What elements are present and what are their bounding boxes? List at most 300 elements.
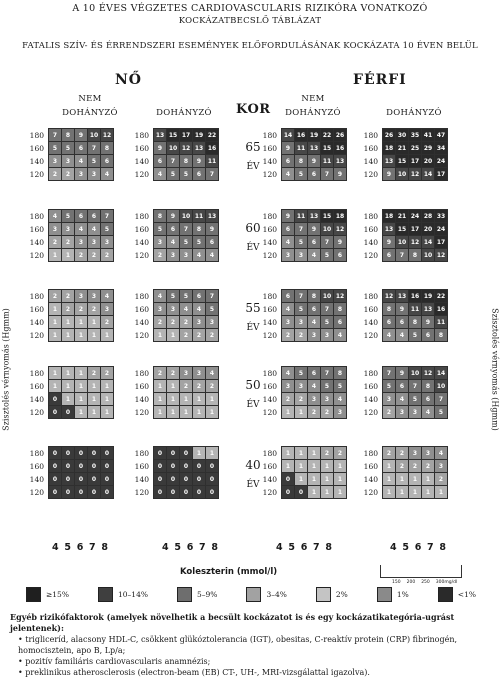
sbp-tick: 160 xyxy=(134,382,149,391)
risk-cell: 0 xyxy=(88,473,100,485)
risk-cell: 4 xyxy=(308,380,320,392)
notes-title: Egyéb rizikófaktorok (amelyek növelhetik a becsült kockázatot is és egy kockázatikategória-ugrást jelentenek): xyxy=(10,612,455,633)
risk-cell: 0 xyxy=(101,473,113,485)
risk-cell: 2 xyxy=(321,406,333,418)
risk-cell: 1 xyxy=(49,303,61,315)
risk-cell: 0 xyxy=(101,447,113,459)
risk-cell: 13 xyxy=(193,142,205,154)
sbp-tick: 160 xyxy=(262,225,277,234)
risk-cell: 5 xyxy=(409,393,421,405)
risk-cell: 0 xyxy=(206,486,218,498)
risk-cell: 10 xyxy=(321,223,333,235)
risk-cell: 13 xyxy=(334,155,346,167)
chart-subtitle: FATALIS SZÍV- ÉS ÉRRENDSZERI ESEMÉNYEK ELŐFORDULÁSÁNAK KOCKÁZATA 10 ÉVEN BELÜL xyxy=(22,41,478,51)
risk-cell: 14 xyxy=(422,236,434,248)
risk-cell: 15 xyxy=(396,223,408,235)
risk-cell: 5 xyxy=(167,290,179,302)
risk-cell: 2 xyxy=(321,447,333,459)
risk-cell: 1 xyxy=(383,486,395,498)
risk-cell: 2 xyxy=(101,316,113,328)
risk-cell: 3 xyxy=(435,460,447,472)
chol-tick: 8 xyxy=(325,542,332,553)
chart-title: A 10 ÉVES VÉGZETES CARDIOVASCULARIS RIZIKÓRA VONATKOZÓ xyxy=(72,3,428,14)
sbp-tick: 120 xyxy=(29,408,44,417)
risk-cell: 1 xyxy=(383,460,395,472)
male-nonsmoker-table-40 xyxy=(281,446,347,499)
sbp-tick: 120 xyxy=(363,251,378,260)
female-nonsmoker-label: NEM DOHÁNYZÓ xyxy=(62,94,118,118)
chol-tick: 7 xyxy=(199,542,206,553)
sbp-axis-label-left: Szisztolés vérnyomás (Hgmm) xyxy=(1,308,11,431)
sbp-tick-labels xyxy=(255,129,277,181)
risk-cell: 0 xyxy=(167,447,179,459)
risk-cell: 7 xyxy=(435,393,447,405)
risk-cell: 10 xyxy=(409,367,421,379)
risk-cell: 0 xyxy=(88,486,100,498)
risk-cell: 6 xyxy=(422,329,434,341)
risk-cell: 3 xyxy=(334,406,346,418)
risk-cell: 8 xyxy=(180,155,192,167)
risk-cell: 1 xyxy=(295,406,307,418)
risk-cell: 8 xyxy=(193,223,205,235)
sbp-tick-labels xyxy=(127,367,149,419)
risk-cell: 1 xyxy=(180,406,192,418)
risk-cell: 2 xyxy=(193,380,205,392)
risk-cell: 0 xyxy=(167,460,179,472)
sbp-tick-labels xyxy=(356,129,378,181)
sbp-tick: 180 xyxy=(262,131,277,140)
risk-cell: 7 xyxy=(321,236,333,248)
age-unit-label: ÉV xyxy=(246,400,260,410)
male-label: FÉRFI xyxy=(353,72,407,88)
risk-cell: 4 xyxy=(282,303,294,315)
risk-cell: 5 xyxy=(180,236,192,248)
risk-cell: 12 xyxy=(435,249,447,261)
risk-cell: 11 xyxy=(206,155,218,167)
risk-cell: 1 xyxy=(101,329,113,341)
age-unit-label: ÉV xyxy=(246,480,260,490)
legend-item xyxy=(246,587,286,602)
chol-tick: 5 xyxy=(174,542,181,553)
sbp-tick: 140 xyxy=(363,157,378,166)
risk-cell: 5 xyxy=(180,168,192,180)
risk-cell: 22 xyxy=(321,129,333,141)
risk-cell: 1 xyxy=(282,406,294,418)
sbp-tick: 180 xyxy=(134,449,149,458)
chol-tick: 6 xyxy=(76,542,84,553)
risk-cell: 16 xyxy=(206,142,218,154)
risk-cell: 1 xyxy=(193,406,205,418)
legend-item xyxy=(438,587,476,602)
female-smoker-table-55 xyxy=(153,289,219,342)
risk-cell: 2 xyxy=(435,473,447,485)
legend-label: 3–4% xyxy=(266,589,287,599)
risk-cell: 8 xyxy=(62,129,74,141)
legend-item xyxy=(177,587,217,602)
risk-cell: 3 xyxy=(167,303,179,315)
risk-cell: 1 xyxy=(422,486,434,498)
risk-cell: 10 xyxy=(396,236,408,248)
sbp-tick: 140 xyxy=(262,318,277,327)
risk-cell: 3 xyxy=(88,236,100,248)
notes-section xyxy=(10,612,490,678)
risk-cell: 16 xyxy=(409,290,421,302)
age-unit-label: ÉV xyxy=(246,162,260,172)
sbp-tick: 140 xyxy=(262,157,277,166)
risk-cell: 3 xyxy=(295,249,307,261)
risk-cell: 1 xyxy=(282,460,294,472)
sbp-tick: 160 xyxy=(363,305,378,314)
risk-cell: 4 xyxy=(75,155,87,167)
risk-cell: 9 xyxy=(383,236,395,248)
legend-swatch xyxy=(377,587,392,602)
risk-cell: 1 xyxy=(167,406,179,418)
sbp-tick-labels xyxy=(127,129,149,181)
risk-cell: 4 xyxy=(308,249,320,261)
risk-cell: 9 xyxy=(308,223,320,235)
risk-cell: 1 xyxy=(409,473,421,485)
risk-cell: 1 xyxy=(206,393,218,405)
female-nonsmoker-table-50 xyxy=(48,366,114,419)
chol-tick: 7 xyxy=(89,542,96,553)
risk-cell: 16 xyxy=(334,142,346,154)
chol-tick: 6 xyxy=(414,542,422,553)
risk-cell: 1 xyxy=(308,473,320,485)
risk-cell: 7 xyxy=(295,223,307,235)
sbp-tick: 160 xyxy=(134,305,149,314)
risk-cell: 0 xyxy=(62,406,74,418)
risk-cell: 6 xyxy=(334,249,346,261)
sbp-tick-labels xyxy=(127,290,149,342)
risk-cell: 9 xyxy=(396,303,408,315)
risk-cell: 3 xyxy=(62,155,74,167)
age-label: 55 xyxy=(245,301,261,315)
risk-cell: 19 xyxy=(193,129,205,141)
risk-cell: 1 xyxy=(383,473,395,485)
risk-cell: 12 xyxy=(180,142,192,154)
risk-cell: 0 xyxy=(49,393,61,405)
risk-cell: 2 xyxy=(396,447,408,459)
risk-cell: 9 xyxy=(334,236,346,248)
risk-cell: 9 xyxy=(154,142,166,154)
risk-cell: 0 xyxy=(154,460,166,472)
female-smoker-table-40 xyxy=(153,446,219,499)
risk-cell: 1 xyxy=(75,406,87,418)
risk-cell: 6 xyxy=(308,303,320,315)
risk-cell: 28 xyxy=(422,210,434,222)
risk-cell: 0 xyxy=(282,486,294,498)
chol-tick: 4 xyxy=(390,542,397,553)
risk-cell: 2 xyxy=(295,393,307,405)
sbp-tick: 180 xyxy=(262,212,277,221)
sbp-tick: 180 xyxy=(29,449,44,458)
risk-cell: 1 xyxy=(396,473,408,485)
risk-cell: 5 xyxy=(295,367,307,379)
risk-cell: 7 xyxy=(206,290,218,302)
sbp-tick: 120 xyxy=(262,408,277,417)
risk-cell: 17 xyxy=(435,168,447,180)
risk-cell: 1 xyxy=(308,486,320,498)
sbp-tick-labels xyxy=(127,210,149,262)
sbp-tick: 160 xyxy=(262,144,277,153)
chol-ticks-4 xyxy=(386,542,450,553)
sbp-tick-labels xyxy=(356,290,378,342)
risk-cell: 3 xyxy=(180,249,192,261)
risk-cell: 6 xyxy=(75,210,87,222)
legend-swatch xyxy=(246,587,261,602)
age-label: 65 xyxy=(245,140,261,154)
sbp-tick: 140 xyxy=(29,157,44,166)
sbp-tick: 180 xyxy=(29,292,44,301)
risk-cell: 1 xyxy=(62,316,74,328)
sbp-tick: 120 xyxy=(262,170,277,179)
risk-cell: 1 xyxy=(62,329,74,341)
risk-cell: 1 xyxy=(167,329,179,341)
risk-cell: 13 xyxy=(396,290,408,302)
sbp-tick-labels xyxy=(255,367,277,419)
male-smoker-table-65 xyxy=(382,128,448,181)
sbp-tick: 140 xyxy=(29,238,44,247)
male-nonsmoker-table-55 xyxy=(281,289,347,342)
risk-cell: 1 xyxy=(88,406,100,418)
risk-cell: 3 xyxy=(75,290,87,302)
risk-cell: 24 xyxy=(435,155,447,167)
risk-cell: 1 xyxy=(49,329,61,341)
risk-cell: 0 xyxy=(75,460,87,472)
risk-cell: 0 xyxy=(101,486,113,498)
risk-cell: 1 xyxy=(321,486,333,498)
risk-cell: 3 xyxy=(62,223,74,235)
risk-cell: 4 xyxy=(180,303,192,315)
age-label: 60 xyxy=(245,221,261,235)
risk-cell: 4 xyxy=(334,393,346,405)
risk-cell: 1 xyxy=(193,447,205,459)
sbp-tick: 160 xyxy=(29,144,44,153)
sbp-tick: 120 xyxy=(29,251,44,260)
risk-cell: 9 xyxy=(75,129,87,141)
risk-cell: 2 xyxy=(49,168,61,180)
risk-cell: 9 xyxy=(308,155,320,167)
risk-cell: 1 xyxy=(75,380,87,392)
notes-item-2: • pozitív familiáris cardiovascularis anamnézis; xyxy=(18,657,211,666)
risk-cell: 2 xyxy=(62,290,74,302)
risk-cell: 0 xyxy=(193,460,205,472)
sbp-tick-labels xyxy=(356,447,378,499)
risk-cell: 5 xyxy=(321,380,333,392)
risk-cell: 4 xyxy=(396,393,408,405)
sbp-tick: 180 xyxy=(29,131,44,140)
notes-item-3: • preklinikus atherosclerosis (electron-beam (EB) CT-, UH-, MRI-vizsgálattal igazolva). xyxy=(18,668,370,677)
risk-cell: 7 xyxy=(101,210,113,222)
risk-cell: 1 xyxy=(49,249,61,261)
risk-cell: 8 xyxy=(409,249,421,261)
risk-cell: 8 xyxy=(334,303,346,315)
sbp-tick: 160 xyxy=(134,225,149,234)
sbp-tick-labels xyxy=(255,290,277,342)
risk-cell: 2 xyxy=(75,303,87,315)
sbp-tick: 140 xyxy=(262,395,277,404)
risk-cell: 0 xyxy=(49,447,61,459)
risk-cell: 17 xyxy=(180,129,192,141)
risk-cell: 4 xyxy=(282,236,294,248)
risk-cell: 4 xyxy=(88,223,100,235)
legend-item xyxy=(26,587,69,602)
risk-cell: 1 xyxy=(75,329,87,341)
male-nonsmoker-table-60 xyxy=(281,209,347,262)
sbp-tick: 180 xyxy=(134,369,149,378)
risk-cell: 0 xyxy=(154,447,166,459)
risk-cell: 18 xyxy=(383,210,395,222)
risk-cell: 12 xyxy=(383,290,395,302)
risk-cell: 8 xyxy=(422,380,434,392)
risk-cell: 2 xyxy=(334,447,346,459)
risk-cell: 5 xyxy=(193,236,205,248)
risk-cell: 2 xyxy=(295,329,307,341)
risk-cell: 6 xyxy=(396,316,408,328)
sbp-tick: 140 xyxy=(262,475,277,484)
risk-cell: 25 xyxy=(409,142,421,154)
risk-cell: 1 xyxy=(88,329,100,341)
sbp-tick: 160 xyxy=(262,382,277,391)
risk-cell: 2 xyxy=(154,367,166,379)
sbp-tick-labels xyxy=(127,447,149,499)
risk-cell: 41 xyxy=(422,129,434,141)
risk-cell: 10 xyxy=(422,249,434,261)
risk-cell: 3 xyxy=(409,447,421,459)
risk-cell: 1 xyxy=(193,393,205,405)
risk-cell: 4 xyxy=(206,249,218,261)
risk-cell: 34 xyxy=(435,142,447,154)
risk-cell: 3 xyxy=(321,393,333,405)
female-smoker-label: DOHÁNYZÓ xyxy=(156,108,212,118)
risk-cell: 12 xyxy=(334,290,346,302)
legend xyxy=(26,585,476,603)
risk-cell: 11 xyxy=(321,155,333,167)
sbp-tick: 140 xyxy=(363,238,378,247)
risk-cell: 3 xyxy=(154,236,166,248)
risk-cell: 1 xyxy=(101,380,113,392)
sbp-tick: 140 xyxy=(29,395,44,404)
chol-tick: 6 xyxy=(186,542,194,553)
risk-cell: 3 xyxy=(409,406,421,418)
risk-cell: 7 xyxy=(180,223,192,235)
risk-cell: 24 xyxy=(409,210,421,222)
risk-cell: 5 xyxy=(383,380,395,392)
legend-item xyxy=(316,587,348,602)
risk-cell: 9 xyxy=(206,223,218,235)
sbp-tick: 180 xyxy=(262,292,277,301)
risk-cell: 4 xyxy=(308,316,320,328)
age-header: KOR xyxy=(236,102,271,117)
risk-cell: 0 xyxy=(193,486,205,498)
sbp-tick: 120 xyxy=(29,170,44,179)
risk-cell: 12 xyxy=(409,236,421,248)
risk-cell: 1 xyxy=(75,367,87,379)
risk-cell: 20 xyxy=(422,155,434,167)
risk-cell: 6 xyxy=(167,223,179,235)
chol-ticks-3 xyxy=(272,542,336,553)
risk-cell: 6 xyxy=(206,236,218,248)
risk-cell: 11 xyxy=(409,303,421,315)
risk-cell: 2 xyxy=(396,460,408,472)
risk-cell: 9 xyxy=(167,210,179,222)
risk-cell: 0 xyxy=(295,486,307,498)
female-nonsmoker-table-40 xyxy=(48,446,114,499)
risk-cell: 0 xyxy=(88,447,100,459)
risk-cell: 3 xyxy=(88,290,100,302)
chol-tick: 5 xyxy=(64,542,71,553)
risk-cell: 0 xyxy=(180,473,192,485)
risk-cell: 1 xyxy=(295,473,307,485)
risk-cell: 3 xyxy=(206,316,218,328)
sbp-tick: 120 xyxy=(134,170,149,179)
chol-tick: 4 xyxy=(276,542,283,553)
risk-cell: 15 xyxy=(321,142,333,154)
risk-cell: 1 xyxy=(49,380,61,392)
sbp-tick: 160 xyxy=(363,382,378,391)
sbp-tick: 160 xyxy=(134,144,149,153)
risk-cell: 2 xyxy=(49,236,61,248)
sbp-tick: 140 xyxy=(262,238,277,247)
risk-cell: 2 xyxy=(180,380,192,392)
risk-cell: 2 xyxy=(62,303,74,315)
risk-cell: 18 xyxy=(383,142,395,154)
risk-cell: 30 xyxy=(396,129,408,141)
risk-cell: 0 xyxy=(62,473,74,485)
risk-cell: 1 xyxy=(321,473,333,485)
risk-cell: 8 xyxy=(154,210,166,222)
risk-cell: 18 xyxy=(334,210,346,222)
sbp-tick: 160 xyxy=(363,225,378,234)
sbp-tick: 140 xyxy=(363,318,378,327)
risk-cell: 3 xyxy=(282,380,294,392)
risk-cell: 0 xyxy=(154,473,166,485)
risk-cell: 7 xyxy=(167,155,179,167)
male-smoker-table-50 xyxy=(382,366,448,419)
sbp-tick: 180 xyxy=(134,292,149,301)
risk-cell: 6 xyxy=(308,367,320,379)
risk-cell: 6 xyxy=(396,380,408,392)
risk-cell: 1 xyxy=(308,460,320,472)
risk-cell: 4 xyxy=(206,367,218,379)
sbp-tick: 120 xyxy=(363,408,378,417)
sbp-tick: 180 xyxy=(363,369,378,378)
risk-cell: 6 xyxy=(383,316,395,328)
sbp-tick: 180 xyxy=(363,449,378,458)
risk-cell: 2 xyxy=(409,460,421,472)
risk-cell: 9 xyxy=(383,168,395,180)
risk-cell: 14 xyxy=(422,168,434,180)
risk-cell: 1 xyxy=(62,249,74,261)
risk-cell: 2 xyxy=(167,367,179,379)
legend-swatch xyxy=(438,587,453,602)
risk-cell: 0 xyxy=(282,473,294,485)
risk-cell: 8 xyxy=(435,329,447,341)
age-unit-label: ÉV xyxy=(246,323,260,333)
sbp-tick: 120 xyxy=(363,331,378,340)
risk-cell: 6 xyxy=(282,223,294,235)
risk-cell: 5 xyxy=(101,223,113,235)
risk-cell: 3 xyxy=(49,155,61,167)
risk-cell: 3 xyxy=(383,393,395,405)
risk-cell: 2 xyxy=(101,367,113,379)
risk-cell: 10 xyxy=(321,290,333,302)
risk-cell: 35 xyxy=(409,129,421,141)
male-smoker-table-55 xyxy=(382,289,448,342)
sbp-tick-labels xyxy=(356,210,378,262)
sbp-tick: 180 xyxy=(134,131,149,140)
legend-item xyxy=(98,587,148,602)
